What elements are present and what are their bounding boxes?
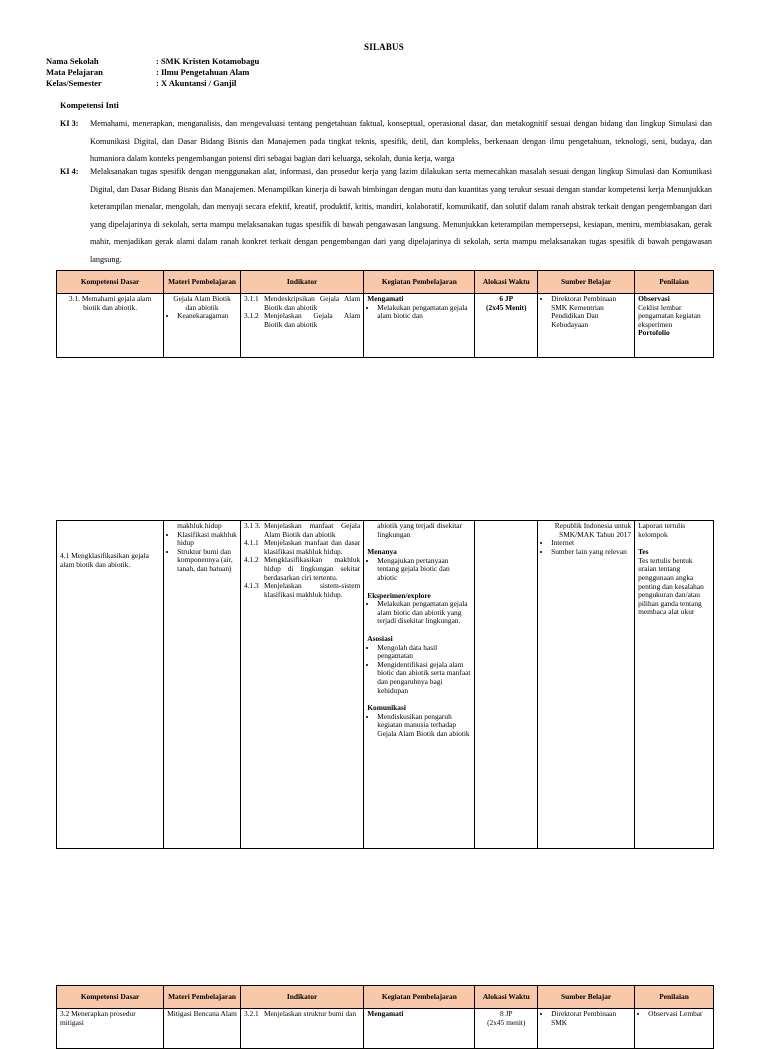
syllabus-table-2 xyxy=(56,520,714,849)
ki4-block xyxy=(60,163,712,268)
cell-indikator: 3.2.1 Menjelaskan struktur bumi dan xyxy=(240,1009,363,1049)
table-row xyxy=(57,1009,714,1049)
table-row xyxy=(57,521,714,849)
cell-alokasi: 6 JP (2x45 Menit) xyxy=(475,294,538,358)
ki4-text: Melaksanakan tugas spesifik dengan menggunakan alat, informasi, dan prosedur kerja yang lazim dilakukan serta memecahkan masalah sesuai dengan lingkup Simulasi dan Komunikasi Digital, dan Dasar Bidang Bisnis dan Manajemen. Menampilkan kinerja di bawah bimbingan dengan mutu dan kuantitas yang terukur sesuai dengan standar kompetensi kerja Menunjukkan keterampilan menalar, mengolah, dan menyaji secara efektif, kreatif, produktif, kritis, mandiri, kolaboratif, komunikatif, dan solutif dalam ranah abstrak terkait dengan pengembangan dari yang dipelajarinya di sekolah, serta mampu melaksanakan tugas spesifik di bawah pengawasan langsung. Menunjukkan keterampilan mempersepsi, kesiapan, meniru, membiasakan, gerak mahir, menjadikan gerak alami dalam ranah konkret terkait dengan pengembangan dari yang dipelajarinya di sekolah, serta mampu melaksanakan tugas spesifik di bawah pengawasan langsung. xyxy=(90,167,712,264)
cell-indikator: 3.1 3. Menjelaskan manfaat Gejala Alam Biotik dan abiotik 4.1.1 Menjelaskan manfaat dan dasar klasifikasi makhluk hidup. 4.1.2 Mengklasifikasikan makhluk hidup di lingkungan sekitar berdasarkan ciri tertentu. 4.1.3 Menjelaskan sistem-sistem klasifikasi makhluk hidup. xyxy=(240,521,363,849)
cell-sumber: • Direktorat Pembinaan SMK Kementrian Pendidikan Dan Kebudayaan xyxy=(538,294,635,358)
header-penilaian: Penilaian xyxy=(635,271,714,294)
cell-kegiatan: abiotik yang terjadi disekitar lingkungan Menanya • Mengajukan pertanyaan tentang gejala biotic dan abiotic Eksperimen/explore • Melakukan pengamatan gejala alam biotic dan abiotik yang terjadi disekitar lingkungan. Asosiasi • Mengolah data hasil pengamatan • Mengidentifikasi gejala alam biotic dan abiotik serta manfaat dan pengaruhnya bagi kehidupan Komunikasi • Mendiskusikan pengaruh kegiatan manusia terhadap Gejala Alam Biotik dan abiotik xyxy=(364,521,475,849)
meta-subject: Mata Pelajaran : Ilmu Pengetahuan Alam xyxy=(46,67,250,77)
ki3-label: KI 3: xyxy=(60,119,79,128)
page-title: SILABUS xyxy=(364,42,404,52)
cell-penilaian: Observasi Ceklist lembar pengamatan kegiatan eksperimen Portofolio xyxy=(635,294,714,358)
header-alokasi: Alokasi Waktu xyxy=(475,986,538,1009)
cell-kegiatan: Mengamati xyxy=(364,1009,475,1049)
cell-alokasi xyxy=(475,521,538,849)
cell-kd: 3.1. Memahami gejala alam biotik dan abiotik. xyxy=(57,294,164,358)
cell-materi: makhluk hidup • Klasifikasi makhluk hidup • Struktur bumi dan komponennya (air, tanah, dan batuan) xyxy=(164,521,241,849)
syllabus-table-1 xyxy=(56,270,714,358)
table-header-row xyxy=(57,986,714,1009)
header-indikator: Indikator xyxy=(240,271,363,294)
header-penilaian: Penilaian xyxy=(635,986,714,1009)
cell-indikator: 3.1.1 Mendeskripsikan Gejala Alam Biotik dan abiotik 3.1.2 Menjelaskan Gejala Alam Biotik dan abiotik xyxy=(240,294,363,358)
header-kd: Kompetensi Dasar xyxy=(57,986,164,1009)
header-sumber: Sumber Belajar xyxy=(538,986,635,1009)
header-kegiatan: Kegiatan Pembelajaran xyxy=(364,986,475,1009)
meta-class: Kelas/Semester : X Akuntansi / Ganjil xyxy=(46,78,237,88)
cell-penilaian: • Observasi Lembar xyxy=(635,1009,714,1049)
table-row xyxy=(57,294,714,358)
header-materi: Materi Pembelajaran xyxy=(164,271,241,294)
cell-materi: Gejala Alam Biotik dan abiotik • Keanekaragaman xyxy=(164,294,241,358)
meta-school: Nama Sekolah : SMK Kristen Kotamobagu xyxy=(46,56,260,66)
cell-kd: 4.1 Mengklasifikasikan gejala alam biotik dan abiotik. xyxy=(57,521,164,849)
cell-alokasi: 8 JP (2x45 menit) xyxy=(475,1009,538,1049)
ki-heading: Kompetensi Inti xyxy=(60,100,119,110)
cell-kd: 3.2 Menerapkan prosedur mitigasi xyxy=(57,1009,164,1049)
cell-kegiatan: Mengamati • Melakukan pengamatan gejala alam biotic dan xyxy=(364,294,475,358)
header-alokasi: Alokasi Waktu xyxy=(475,271,538,294)
header-indikator: Indikator xyxy=(240,986,363,1009)
header-materi: Materi Pembelajaran xyxy=(164,986,241,1009)
cell-sumber: Republik Indonesia untuk SMK/MAK Tahun 2017 • Internet • Sumber lain yang relevan xyxy=(538,521,635,849)
header-kegiatan: Kegiatan Pembelajaran xyxy=(364,271,475,294)
ki3-text: Memahami, menerapkan, menganalisis, dan mengevaluasi tentang pengetahuan faktual, konseptual, operasional dasar, dan metakognitif sesuai dengan bidang dan lingkup Simulasi dan Komunikasi Digital, dan Dasar Bidang Bisnis dan Manajemen pada tingkat teknis, spesifik, detil, dan kompleks, berkenaan dengan ilmu pengetahuan, teknologi, seni, budaya, dan humaniora dalam konteks pengembangan potensi diri sebagai bagian dari keluarga, sekolah, dunia kerja, warga xyxy=(90,119,712,163)
header-sumber: Sumber Belajar xyxy=(538,271,635,294)
table-header-row xyxy=(57,271,714,294)
ki4-label: KI 4: xyxy=(60,167,79,176)
cell-sumber: • Direktorat Pembinaan SMK xyxy=(538,1009,635,1049)
header-kd: Kompetensi Dasar xyxy=(57,271,164,294)
cell-penilaian: Laporan tertulis kelompok Tes Tes tertulis bentuk uraian tentang penggunaan angka penting dan kesalahan pengukuran dan/atau pilihan ganda tentang membaca alat ukur xyxy=(635,521,714,849)
syllabus-table-3 xyxy=(56,985,714,1049)
cell-materi: Mitigasi Bencana Alam xyxy=(164,1009,241,1049)
ki3-block xyxy=(60,115,712,168)
